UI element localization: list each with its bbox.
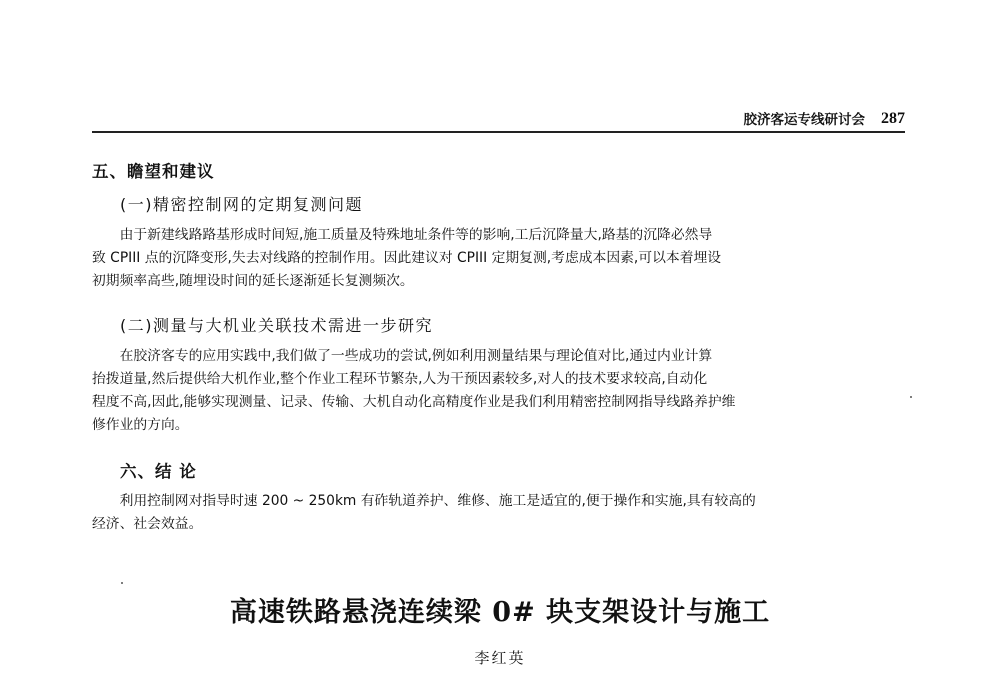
paragraph-line: 抬拨道量,然后提供给大机作业,整个作业工程环节繁杂,人为干预因素较多,对人的技术要求较高,自动化 xyxy=(92,371,708,387)
next-article-author: 李红英 xyxy=(474,649,526,667)
paragraph-line: 经济、社会效益。 xyxy=(92,516,203,532)
paragraph-line: 利用控制网对指导时速 200 ~ 250km 有砟轨道养护、维修、施工是适宜的,便于操作和实施,具有较高的 xyxy=(119,493,756,509)
conclusion-paragraph xyxy=(92,490,914,536)
scan-speck xyxy=(910,396,912,398)
header-page-number: 287 xyxy=(881,110,905,127)
next-article-title: 高速铁路悬浇连续梁 0# 块支架设计与施工 xyxy=(229,597,771,628)
header-rule xyxy=(92,131,905,133)
paragraph-line: 初期频率高些,随埋设时间的延长逐渐延长复测频次。 xyxy=(92,273,414,289)
subsection-2-paragraph xyxy=(92,345,914,437)
subsection-1-heading: (一)精密控制网的定期复测问题 xyxy=(120,195,363,214)
scan-speck xyxy=(121,582,123,584)
paragraph-line: 修作业的方向。 xyxy=(92,417,189,433)
paragraph-line: 致 CPIII 点的沉降变形,失去对线路的控制作用。因此建议对 CPIII 定期复测,考虑成本因素,可以本着埋设 xyxy=(92,250,722,266)
running-header xyxy=(92,104,905,128)
header-conference-name: 胶济客运专线研讨会 xyxy=(743,112,865,128)
paragraph-line: 由于新建线路路基形成时间短,施工质量及特殊地址条件等的影响,工后沉降量大,路基的沉降必然导 xyxy=(119,227,713,243)
paragraph-line: 程度不高,因此,能够实现测量、记录、传输、大机自动化高精度作业是我们利用精密控制网指导线路养护维 xyxy=(92,394,736,410)
section-5-heading: 五、瞻望和建议 xyxy=(92,162,215,181)
paragraph-line: 在胶济客专的应用实践中,我们做了一些成功的尝试,例如利用测量结果与理论值对比,通过内业计算 xyxy=(119,348,713,364)
section-6-heading: 六、结 论 xyxy=(120,462,197,481)
subsection-1-paragraph xyxy=(92,224,914,293)
subsection-2-heading: (二)测量与大机业关联技术需进一步研究 xyxy=(120,316,433,335)
